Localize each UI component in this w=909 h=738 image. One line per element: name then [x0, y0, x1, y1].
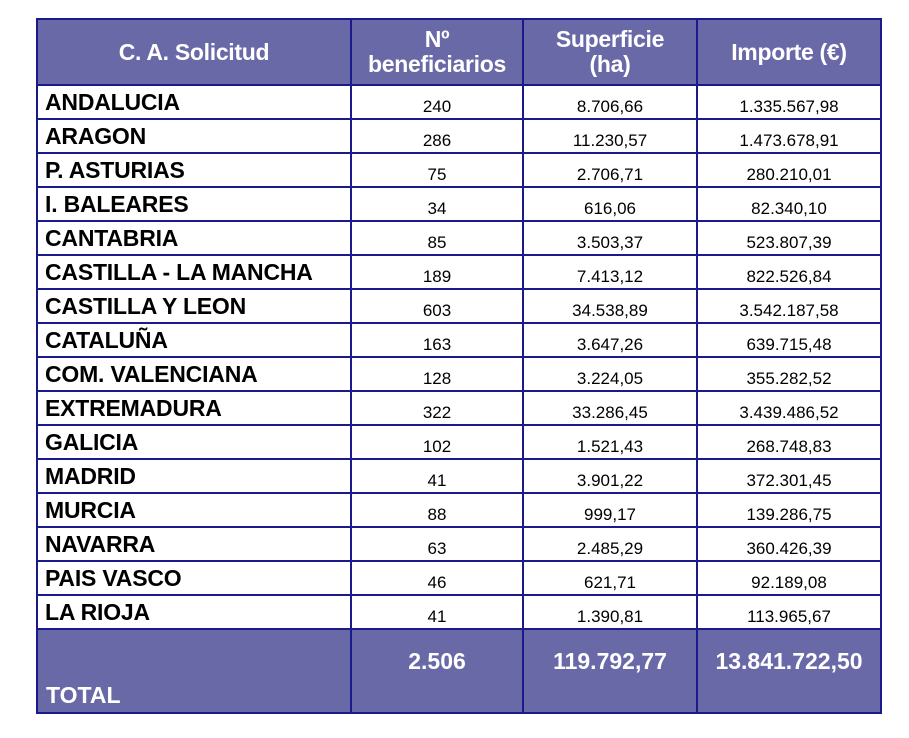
importe-cell: 1.473.678,91 [697, 119, 881, 153]
importe-cell: 1.335.567,98 [697, 85, 881, 119]
header-row [37, 19, 881, 85]
region-cell: CASTILLA - LA MANCHA [37, 255, 351, 289]
importe-cell: 82.340,10 [697, 187, 881, 221]
beneficiarios-cell: 46 [351, 561, 523, 595]
region-cell: LA RIOJA [37, 595, 351, 629]
table-row [37, 459, 881, 493]
region-cell: I. BALEARES [37, 187, 351, 221]
superficie-cell: 2.485,29 [523, 527, 697, 561]
beneficiarios-cell: 603 [351, 289, 523, 323]
region-cell: CASTILLA Y LEON [37, 289, 351, 323]
region-cell: P. ASTURIAS [37, 153, 351, 187]
total-beneficiarios: 2.506 [351, 629, 523, 713]
header-superficie-line1: Superficie [555, 26, 665, 52]
table-row [37, 119, 881, 153]
importe-cell: 113.965,67 [697, 595, 881, 629]
header-superficie-line2: (ha) [589, 51, 631, 77]
beneficiarios-cell: 240 [351, 85, 523, 119]
header-region-label: C. A. Solicitud [118, 38, 270, 65]
beneficiarios-cell: 85 [351, 221, 523, 255]
header-superficie [523, 19, 697, 85]
superficie-cell: 7.413,12 [523, 255, 697, 289]
header-beneficiarios-line1: Nº [424, 26, 450, 52]
table-row [37, 493, 881, 527]
header-beneficiarios [351, 19, 523, 85]
importe-cell: 372.301,45 [697, 459, 881, 493]
table-footer [37, 629, 881, 713]
header-importe [697, 19, 881, 85]
beneficiarios-cell: 163 [351, 323, 523, 357]
total-row [37, 629, 881, 713]
total-importe: 13.841.722,50 [697, 629, 881, 713]
region-cell: EXTREMADURA [37, 391, 351, 425]
beneficiaries-table [36, 18, 882, 714]
importe-cell: 268.748,83 [697, 425, 881, 459]
table-row [37, 255, 881, 289]
table-body [37, 85, 881, 629]
superficie-cell: 999,17 [523, 493, 697, 527]
header-beneficiarios-line2: beneficiarios [368, 51, 506, 77]
region-cell: PAIS VASCO [37, 561, 351, 595]
beneficiarios-cell: 88 [351, 493, 523, 527]
beneficiarios-cell: 286 [351, 119, 523, 153]
superficie-cell: 33.286,45 [523, 391, 697, 425]
header-importe-label: Importe (€) [731, 38, 847, 65]
header-region [37, 19, 351, 85]
table-row [37, 391, 881, 425]
superficie-cell: 1.521,43 [523, 425, 697, 459]
superficie-cell: 3.647,26 [523, 323, 697, 357]
region-cell: COM. VALENCIANA [37, 357, 351, 391]
beneficiarios-cell: 102 [351, 425, 523, 459]
beneficiarios-cell: 41 [351, 595, 523, 629]
region-cell: ANDALUCIA [37, 85, 351, 119]
region-cell: CANTABRIA [37, 221, 351, 255]
table-row [37, 323, 881, 357]
beneficiarios-cell: 41 [351, 459, 523, 493]
table-row [37, 527, 881, 561]
total-label: TOTAL [37, 629, 351, 713]
table-header [37, 19, 881, 85]
beneficiarios-cell: 128 [351, 357, 523, 391]
table-row [37, 289, 881, 323]
region-cell: ARAGON [37, 119, 351, 153]
table-row [37, 595, 881, 629]
total-superficie: 119.792,77 [523, 629, 697, 713]
superficie-cell: 8.706,66 [523, 85, 697, 119]
beneficiarios-cell: 34 [351, 187, 523, 221]
importe-cell: 822.526,84 [697, 255, 881, 289]
region-cell: MURCIA [37, 493, 351, 527]
beneficiarios-cell: 322 [351, 391, 523, 425]
importe-cell: 3.439.486,52 [697, 391, 881, 425]
importe-cell: 139.286,75 [697, 493, 881, 527]
importe-cell: 523.807,39 [697, 221, 881, 255]
superficie-cell: 34.538,89 [523, 289, 697, 323]
superficie-cell: 3.503,37 [523, 221, 697, 255]
table-row [37, 357, 881, 391]
table-row [37, 221, 881, 255]
importe-cell: 92.189,08 [697, 561, 881, 595]
superficie-cell: 2.706,71 [523, 153, 697, 187]
superficie-cell: 1.390,81 [523, 595, 697, 629]
superficie-cell: 616,06 [523, 187, 697, 221]
importe-cell: 360.426,39 [697, 527, 881, 561]
region-cell: GALICIA [37, 425, 351, 459]
table-row [37, 187, 881, 221]
importe-cell: 355.282,52 [697, 357, 881, 391]
importe-cell: 3.542.187,58 [697, 289, 881, 323]
superficie-cell: 3.901,22 [523, 459, 697, 493]
region-cell: CATALUÑA [37, 323, 351, 357]
superficie-cell: 11.230,57 [523, 119, 697, 153]
region-cell: NAVARRA [37, 527, 351, 561]
beneficiarios-cell: 75 [351, 153, 523, 187]
region-cell: MADRID [37, 459, 351, 493]
table-row [37, 85, 881, 119]
table-row [37, 561, 881, 595]
importe-cell: 280.210,01 [697, 153, 881, 187]
importe-cell: 639.715,48 [697, 323, 881, 357]
table-row [37, 425, 881, 459]
superficie-cell: 3.224,05 [523, 357, 697, 391]
superficie-cell: 621,71 [523, 561, 697, 595]
beneficiarios-cell: 189 [351, 255, 523, 289]
table-row [37, 153, 881, 187]
beneficiarios-cell: 63 [351, 527, 523, 561]
